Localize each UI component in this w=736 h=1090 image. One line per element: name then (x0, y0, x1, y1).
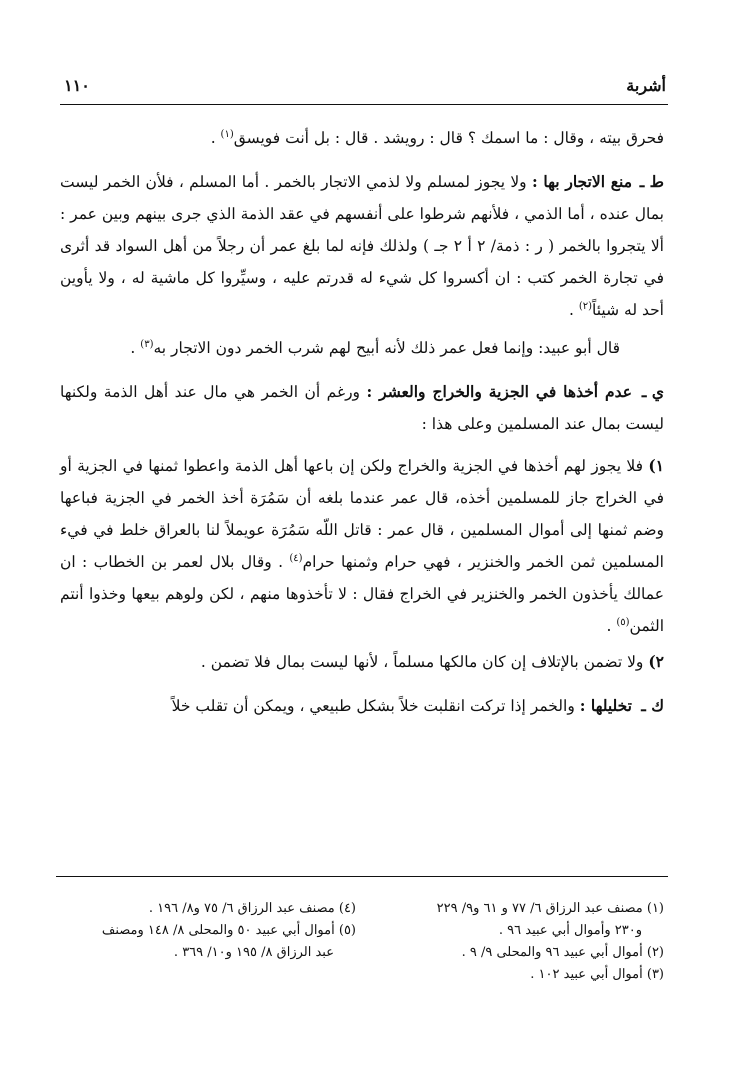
intro-paragraph (60, 122, 664, 154)
section-text: ورغم أن الخمر هي مال عند أهل الذمة ولكنها ليست بمال عند المسلمين وعلى هذا : (60, 383, 664, 433)
item-text: . وقال بلال لعمر بن الخطاب : ان عمالك يأخذون الخمر والخنزير في الخراج فقال : لا تأخذوها منهم ، لكن ولوهم بيعها وخذوا أنتم الثمن (60, 553, 664, 635)
list-item (60, 450, 664, 642)
item-text: فلا يجوز لهم أخذها في الجزية والخراج ولكن إن باعها أهل الذمة واعطوا ثمنها في الجزية أو في الخراج جاز للمسلمين أخذه، قال عمر عندما بلغه أن سَمُرَة أخذ الخمر في الجزية فباعها وضم ثمنها إلى أموال المسلمين ، قال عمر : قاتل اللّه سَمُرَة عويملاً لنا بالعراق خلط في فيء المسلمين ثمن الخمر والخنزير ، فهي حرام وثمنها حرام (60, 457, 664, 571)
footnote-text: مصنف عبد الرزاق ٦/ ٧٧ و ٦١ و٩/ ٢٢٩ (436, 901, 647, 916)
footnote-text: أموال أبي عبيد ٩٦ والمحلى ٩/ ٩ . (461, 945, 647, 960)
page-number: ١١٠ (64, 76, 90, 95)
footnote (60, 920, 356, 942)
item-end: . (606, 617, 617, 635)
section-heading: تخليلها : (579, 696, 632, 715)
footnote (368, 942, 664, 964)
main-text (60, 122, 664, 734)
list-item (60, 646, 664, 678)
section-text: ولا يجوز لمسلم ولا لذمي الاتجار بالخمر . أما المسلم ، فلأن الخمر ليست بمال عنده ، أما الذمي ، فلأنهم شرطوا على أنفسهم في عقد الذمة الذي جرى بينهم وبين عمر : ألا يتجروا بالخمر ( ر : ذمة/ ٢ أ ٢ جـ ) ولذلك فإنه لما بلغ عمر أن رجلاً من أهل السواد قد أثرى في تجارة الخمر كتب : ان أكسروا كل شيء له قدرتم عليه ، وسيِّروا كل ماشية له ، ولا يأوين أحد له شيئاً (60, 173, 664, 319)
section-heading: عدم أخذها في الجزية والخراج والعشر : (366, 382, 632, 401)
footnote-text: أموال أبي عبيد ١٠٢ . (530, 967, 647, 982)
intro-end: . (210, 129, 221, 147)
footnote-divider (56, 876, 668, 877)
section-ya (60, 376, 664, 678)
abu-ubaid-quote (60, 332, 664, 364)
footnote-ref[interactable]: (٢) (578, 300, 593, 312)
footnote-text: مصنف عبد الرزاق ٦/ ٧٥ و٨/ ١٩٦ . (148, 901, 339, 916)
footnote (368, 964, 664, 986)
footnote-ref[interactable]: (١) (220, 128, 234, 140)
section-kaf (60, 690, 664, 722)
footnote-text: أموال أبي عبيد ٥٠ والمحلى ٨/ ١٤٨ ومصنف (101, 923, 339, 938)
footnote-ref[interactable]: (٣) (140, 338, 154, 350)
section-letter: ي ـ (641, 382, 664, 401)
footnote-continuation: و٢٣٠ وأموال أبي عبيد ٩٦ . (498, 923, 642, 938)
footnotes-left-column (60, 898, 356, 964)
item-number: ١) (648, 456, 664, 475)
section-letter: ط ـ (639, 172, 664, 191)
section-heading: منع الاتجار بها : (531, 172, 632, 191)
quote-end: . (130, 339, 141, 357)
chapter-title: أشربة (626, 76, 666, 95)
section-letter: ك ـ (641, 696, 664, 715)
section-end: . (568, 301, 579, 319)
quote-text: قال أبو عبيد: وإنما فعل عمر ذلك لأنه أبيح لهم شرب الخمر دون الاتجار به (153, 339, 620, 357)
footnote-number: (٢) (646, 945, 664, 960)
footnote-number: (٣) (646, 967, 664, 982)
section-ya-paragraph (60, 376, 664, 440)
section-ta (60, 166, 664, 364)
section-text: والخمر إذا تركت انقلبت خلاً بشكل طبيعي ، ويمكن أن تقلب خلاً (171, 697, 580, 715)
section-ta-paragraph (60, 166, 664, 326)
footnote-number: (١) (646, 901, 664, 916)
section-kaf-paragraph (60, 690, 664, 722)
footnote-number: (٤) (338, 901, 356, 916)
item-number: ٢) (648, 652, 664, 671)
footnotes-right-column (368, 898, 664, 986)
footnote (368, 898, 664, 920)
footnote-ref[interactable]: (٥) (616, 616, 630, 628)
footnote-number: (٥) (338, 923, 356, 938)
footnote-continuation: عبد الرزاق ٨/ ١٩٥ و١٠/ ٣٦٩ . (173, 945, 334, 960)
intro-text: فحرق بيته ، وقال : ما اسمك ؟ قال : رويشد . قال : بل أنت فويسق (233, 129, 664, 147)
footnote-ref[interactable]: (٤) (289, 552, 303, 564)
footnote (60, 898, 356, 920)
item-text: ولا تضمن بالإتلاف إن كان مالكها مسلماً ، لأنها ليست بمال فلا تضمن . (200, 653, 649, 671)
running-header (60, 74, 668, 105)
